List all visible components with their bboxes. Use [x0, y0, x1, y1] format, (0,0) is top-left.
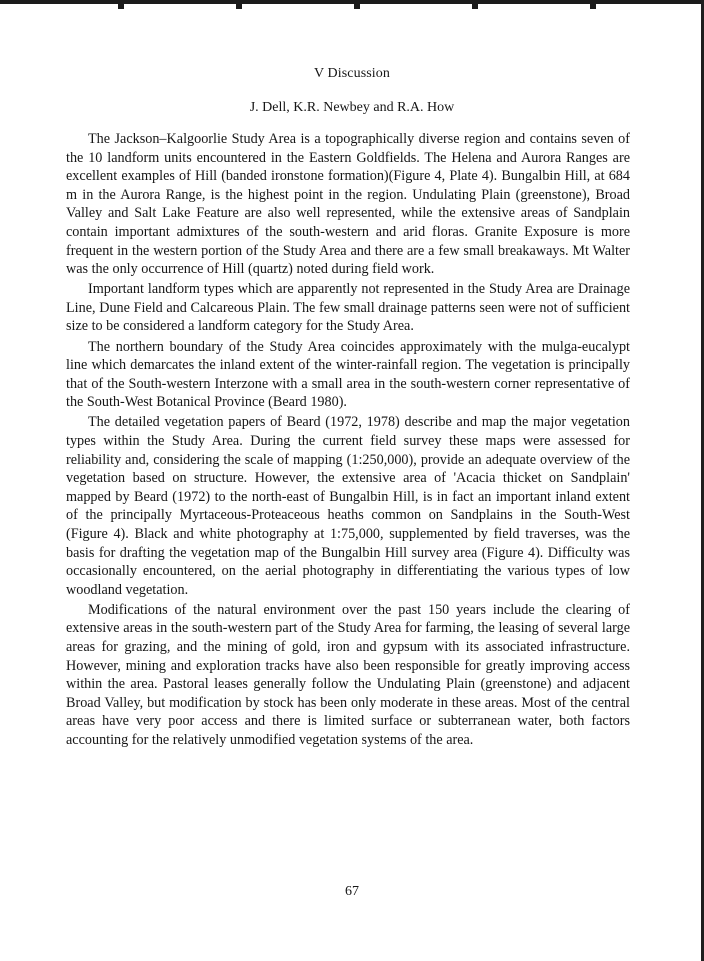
page-number: 67 [345, 884, 359, 899]
paragraph-missing-landforms: Important landform types which are apparently not represented in the Study Area are Drainage Line, Dune Field and Calcareous Plain. The few small drainage patterns seen were not of sufficient size to be considered a landform category for the Study Area. [66, 281, 630, 335]
paragraph-modifications: Modifications of the natural environment over the past 150 years include the clearing of extensive areas in the south-western part of the Study Area for farming, the leasing of several large areas for grazing, and the mining of gold, iron and gypsum with its associated infrastructure. However, mining and exploration tracks have also been responsible for greatly improving access within the area. Pastoral leases generally follow the Undulating Plain (greenstone) and adjacent Broad Valley, but modification by stock has been only moderate in these areas. Most of the central areas have very poor access and there is limited surface or subterranean water, both factors accounting for the relatively unmodified vegetation systems of the area. [66, 601, 630, 748]
paragraph-northern-boundary: The northern boundary of the Study Area coincides approximately with the mulga-eucalypt line which demarcates the inland extent of the winter-rainfall region. The vegetation is principally that of the South-western Interzone with a small area in the south-western corner representative of the South-West Botanical Province (Beard 1980). [66, 338, 630, 411]
section-heading: V Discussion [313, 66, 390, 81]
body-text [66, 130, 630, 751]
paragraph-vegetation-maps: The detailed vegetation papers of Beard (1972, 1978) describe and map the major vegetation types within the Study Area. During the current field survey these maps were assessed for reliability and, considering the scale of mapping (1:250,000), provide an adequate overview of the vegetation based on structure. However, the extensive area of 'Acacia thicket on Sandplain' mapped by Beard (1972) to the north-east of Bungalbin Hill, is in fact an important inland extent of the principally Myrtaceous-Proteaceous heaths common on Sandplains in the South-West (Figure 4). Black and white photography at 1:75,000, supplemented by field traverses, was the basis for drafting the vegetation map of the Bungalbin Hill survey area (Figure 4). Difficulty was occasionally encountered, on the aerial photography in differentiating the various types of low woodland vegetation. [66, 414, 630, 598]
scan-top-edge-marks [0, 0, 704, 10]
authors-line: J. Dell, K.R. Newbey and R.A. How [249, 100, 455, 115]
paragraph-landforms: The Jackson–Kalgoorlie Study Area is a topographically diverse region and contains seven of the 10 landform units encountered in the Eastern Goldfields. The Helena and Aurora Ranges are excellent examples of Hill (banded ironstone formation)(Figure 4, Plate 4). Bungalbin Hill, at 684 m in the Aurora Range, is the highest point in the region. Undulating Plain (greenstone), Broad Valley and Salt Lake Feature are also well represented, while the extensive areas of Sandplain contain important admixtures of the south-western and arid floras. Granite Exposure is more frequent in the western portion of the Study Area and there are a few small breakaways. Mt Walter was the only occurrence of Hill (quartz) noted during field work. [66, 131, 630, 278]
